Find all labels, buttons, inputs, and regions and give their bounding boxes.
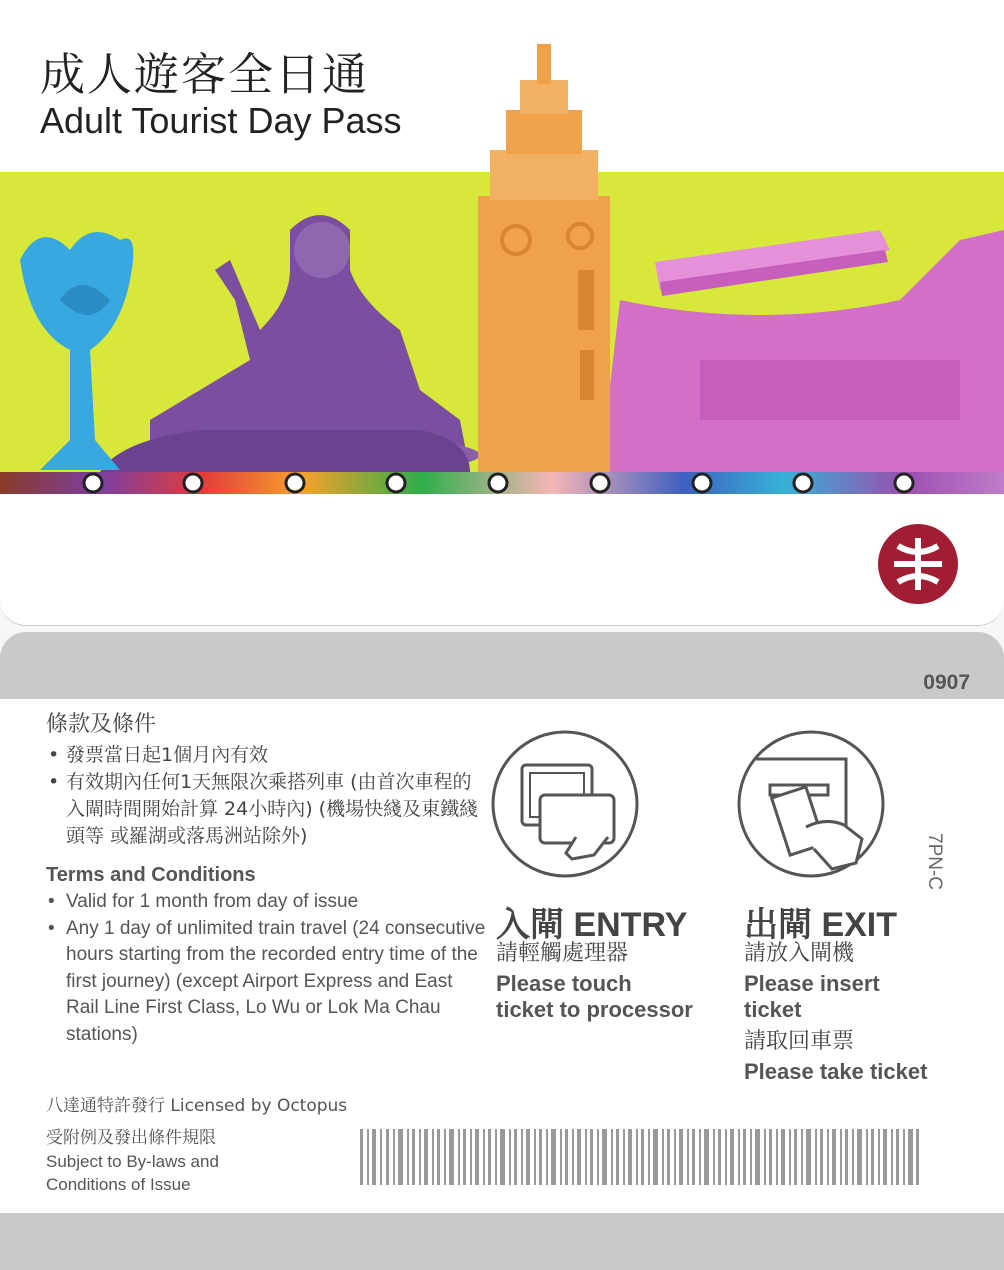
magnetic-stripe-bottom — [0, 1213, 1004, 1270]
terms-list-english — [46, 889, 486, 1049]
entry-instr-chinese: 請輕觸處理器 — [496, 941, 629, 966]
entry-instructions — [496, 941, 693, 1023]
exit-instr-chinese: 請放入閘機 — [744, 941, 855, 966]
subject-chinese: 受附例及發出條件規限 — [46, 1128, 216, 1148]
barcode-icon — [360, 1129, 920, 1185]
list-item: • 有效期內任何1天無限次乘搭列車 (由首次車程的入閘時間開始計算 24小時內) (機場快綫及東鐵綫頭等 或羅湖或落馬洲站除外) — [46, 769, 486, 850]
list-item: • 發票當日起1個月內有效 — [46, 742, 486, 769]
list-item: • Any 1 day of unlimited train travel (24 consecutive hours starting from the recorded entry time of the first journey) (except Airport Express and East Rail Line First Class, Lo Wu or Lok Ma Chau stations) — [46, 916, 486, 1049]
exit-instr-english-line1: Please insert — [744, 971, 880, 996]
list-item: • Valid for 1 month from day of issue — [46, 889, 486, 916]
terms-list-chinese — [46, 742, 486, 850]
card-back — [0, 632, 1004, 1270]
terms-section — [46, 707, 486, 1049]
terms-heading-english: Terms and Conditions — [46, 864, 256, 886]
subject-english-line2: Conditions of Issue — [46, 1175, 191, 1194]
entry-instr-english-line2: ticket to processor — [496, 997, 693, 1022]
exit-instr-chinese-2: 請取回車票 — [744, 1029, 855, 1054]
vertical-code: 7PN-C — [924, 833, 945, 891]
entry-title: 入閘 ENTRY — [496, 906, 688, 944]
mtr-logo-icon — [876, 522, 960, 606]
entry-instr-english-line1: Please touch — [496, 971, 632, 996]
serial-number: 0907 — [923, 671, 970, 694]
clock-tower-illustration — [478, 44, 610, 472]
building-illustration — [600, 230, 1004, 472]
subject-to-bylaws — [46, 1127, 219, 1196]
exit-instr-english-line3: Please take ticket — [744, 1059, 928, 1084]
touch-processor-icon — [490, 729, 640, 879]
title-english: Adult Tourist Day Pass — [40, 100, 402, 141]
licensed-by-octopus: 八達通特許發行 Licensed by Octopus — [46, 1096, 348, 1116]
exit-instructions — [744, 941, 927, 1085]
magnetic-stripe-top — [0, 633, 1004, 699]
insert-ticket-icon — [736, 729, 886, 879]
title-chinese: 成人遊客全日通 — [40, 48, 370, 101]
subject-english-line1: Subject to By-laws and — [46, 1152, 219, 1171]
exit-instr-english-line2: ticket — [744, 997, 802, 1022]
exit-title: 出閘 EXIT — [744, 906, 898, 944]
card-front — [0, 0, 1004, 626]
terms-heading-chinese: 條款及條件 — [46, 712, 157, 737]
